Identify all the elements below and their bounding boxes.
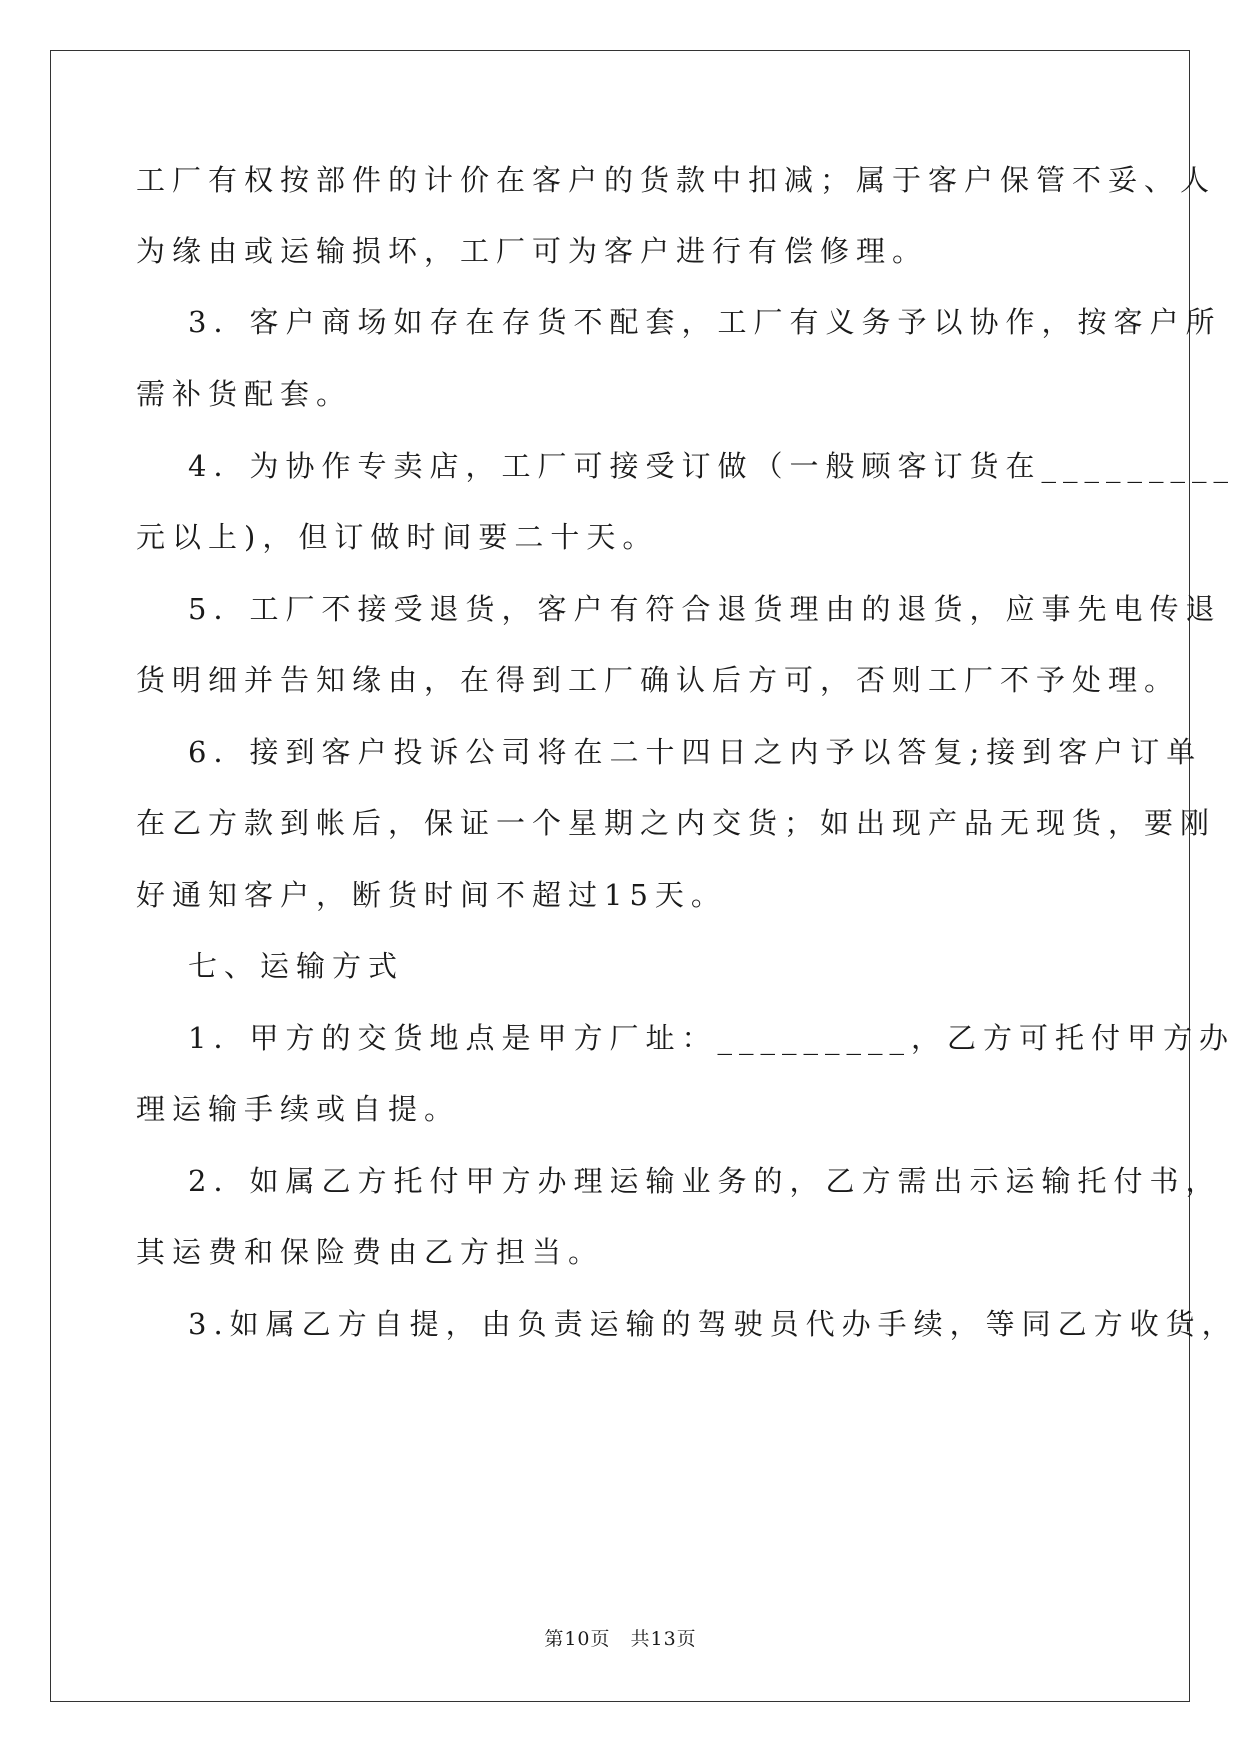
text-line: 3.如属乙方自提，由负责运输的驾驶员代办手续，等同乙方收货， <box>188 1307 1238 1341</box>
text-line: 需补货配套。 <box>136 377 353 411</box>
text-line: 理运输手续或自提。 <box>136 1092 461 1126</box>
text-line: 其运费和保险费由乙方担当。 <box>136 1235 605 1269</box>
text-line: 3．客户商场如存在存货不配套，工厂有义务予以协作，按客户所 <box>188 305 1222 339</box>
text-line: 1．甲方的交货地点是甲方厂址：_________，乙方可托付甲方办 <box>188 1021 1235 1055</box>
text-line: 为缘由或运输损坏，工厂可为客户进行有偿修理。 <box>136 234 929 268</box>
text-line: 好通知客户，断货时间不超过15天。 <box>136 878 727 912</box>
text-line: 在乙方款到帐后，保证一个星期之内交货；如出现产品无现货，要刚 <box>136 806 1217 840</box>
text-line: 货明细并告知缘由，在得到工厂确认后方可，否则工厂不予处理。 <box>136 663 1181 697</box>
text-line: 元以上)，但订做时间要二十天。 <box>136 520 659 554</box>
page-number: 第10页 共13页 <box>544 1628 697 1650</box>
text-line: 4．为协作专卖店，工厂可接受订做（一般顾客订货在_________ <box>188 449 1235 483</box>
text-line: 5．工厂不接受退货，客户有符合退货理由的退货，应事先电传退 <box>188 592 1222 626</box>
text-line: 6．接到客户投诉公司将在二十四日之内予以答复;接到客户订单 <box>188 735 1203 769</box>
text-line: 2．如属乙方托付甲方办理运输业务的，乙方需出示运输托付书， <box>188 1164 1222 1198</box>
text-line: 工厂有权按部件的计价在客户的货款中扣减；属于客户保管不妥、人 <box>136 163 1217 197</box>
section-heading: 七、运输方式 <box>188 949 405 983</box>
